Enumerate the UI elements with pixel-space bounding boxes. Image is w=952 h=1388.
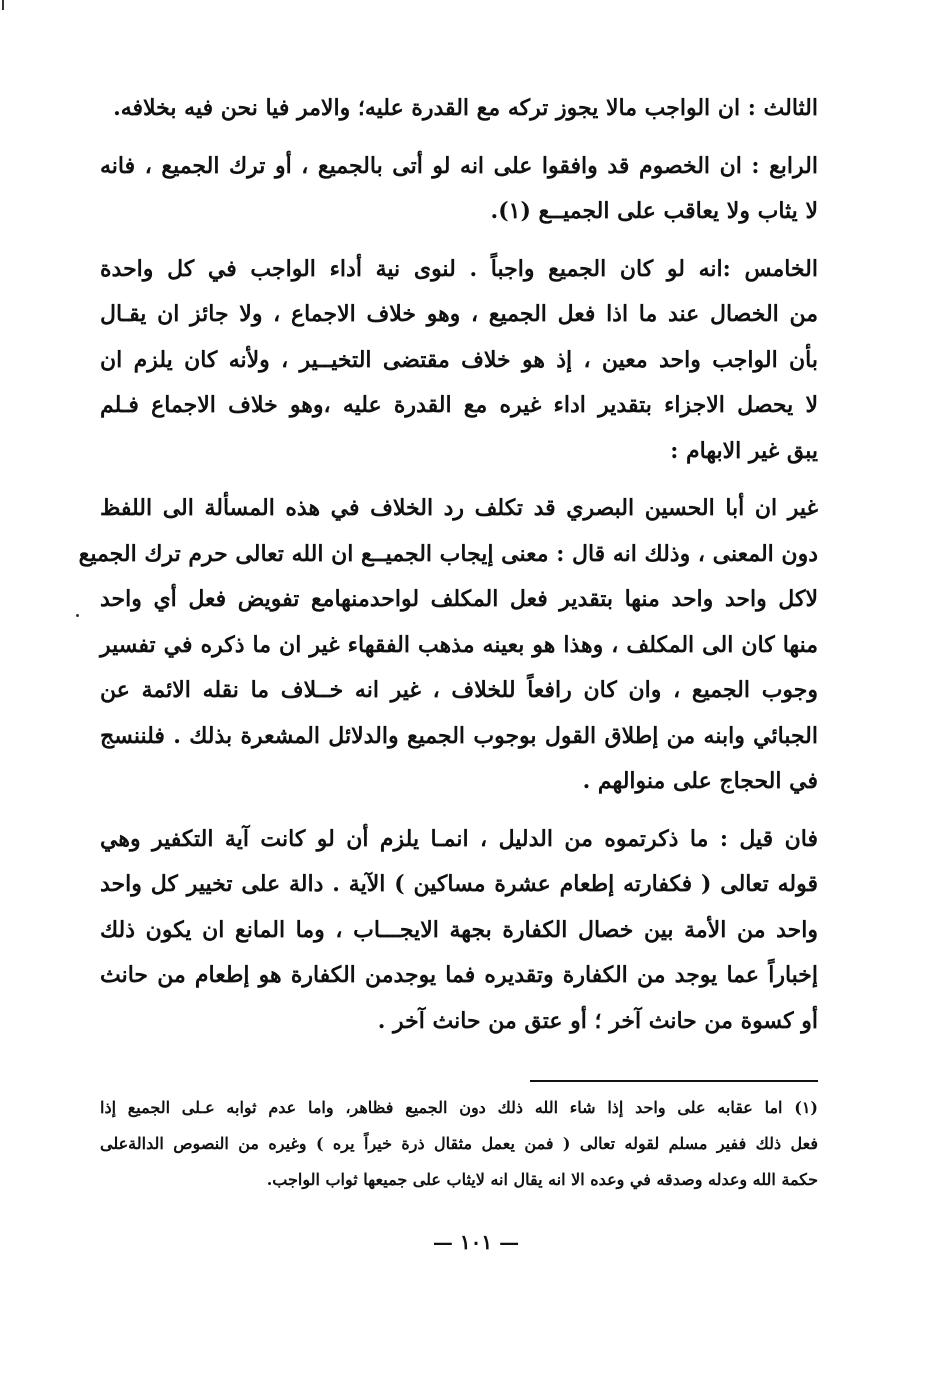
paragraph-4 xyxy=(78,486,819,805)
footnotes xyxy=(100,1090,818,1198)
text-line: قوله تعالى ( فكفارته إطعام عشرة مساكين ) الآية . دالة على تخيير كل واحد xyxy=(100,871,818,897)
text-line: الثالث : ان الواجب مالا يجوز تركه مع القدرة عليه؛ والامر فيا نحن فيه بخلافه. xyxy=(113,95,818,121)
text-line: الرابع : ان الخصوم قد وافقوا على انه لو أتى بالجميع ، أو ترك الجميع ، فانه xyxy=(100,152,818,179)
text-line: لا يثاب ولا يعاقب على الجميــع (١). xyxy=(490,198,818,224)
text-line: دون المعنى ، وذلك انه قال : معنى إيجاب الجميــع ان الله تعالى حرم ترك الجميع xyxy=(78,540,818,567)
text-line: يبق غير الابهام : xyxy=(670,437,818,464)
footnote-divider xyxy=(530,1080,818,1082)
page-edge-dot xyxy=(76,614,79,617)
text-line: واحد من الأمة بين خصال الكفارة بجهة الايجـــاب ، وما المانع ان يكون ذلك xyxy=(100,916,818,943)
footnote-line: (١) اما عقابه على واحد إذا شاء الله ذلك دون الجميع فظاهر، واما عدم ثوابه عـلى الجميع إذا xyxy=(100,1098,818,1117)
text-line: بأن الواجب واحد معين ، إذ هو خلاف مقتضى التخيــير ، ولأنه كان يلزم ان xyxy=(100,346,818,373)
text-line: في الحجاج على منوالهم . xyxy=(582,768,818,794)
text-line: وجوب الجميع ، وان كان رافعاً للخلاف ، غير انه خــلاف ما نقله الائمة عن xyxy=(100,677,818,703)
text-line: فان قيل : ما ذكرتموه من الدليل ، انمـا يلزم أن لو كانت آية التكفير وهي xyxy=(100,825,818,852)
paragraph-1 xyxy=(100,86,818,132)
text-line: غير ان أبا الحسين البصري قد تكلف رد الخلاف في هذه المسألة الى اللفظ xyxy=(100,495,818,521)
footnote-line: حكمة الله وعدله وصدقه في وعده الا انه يقال انه لايثاب على جميعها ثواب الواجب. xyxy=(266,1170,818,1189)
paragraph-5 xyxy=(100,817,818,1045)
text-line: الجبائي وابنه من إطلاق القول بوجوب الجميع والدلائل المشعرة بذلك . فلننسج xyxy=(100,722,818,749)
text-line: من الخصال عند ما اذا فعل الجميع ، وهو خلاف الاجماع ، ولا جائز ان يقـال xyxy=(100,301,818,327)
page-number: — ١٠١ — xyxy=(432,1230,520,1254)
footnote-line: فعل ذلك ففير مسلم لقوله تعالى ( فمن يعمل مثقال ذرة خيراً يره ) وغيره من النصوص الدالةعلى xyxy=(100,1134,819,1153)
paragraph-3 xyxy=(100,247,818,475)
main-text xyxy=(78,86,819,1056)
text-line: لاكل واحد واحد منها بتقدير فعل المكلف لواحدمنهامع تفويض فعل أي واحد xyxy=(100,586,818,612)
paragraph-2 xyxy=(100,144,818,235)
text-line: الخامس :انه لو كان الجميع واجباً . لنوى نية أداء الواجب في كل واحدة xyxy=(100,255,818,282)
text-line: منها كان الى المكلف ، وهذا هو بعينه مذهب الفقهاء غير ان ما ذكره في تفسير xyxy=(100,631,819,658)
text-line: إخباراً عما يوجد من الكفارة وتقديره فما يوجدمن الكفارة هو إطعام من حانث xyxy=(100,962,818,988)
text-line: أو كسوة من حانث آخر ؛ أو عتق من حانث آخر . xyxy=(377,1007,818,1034)
text-line: لا يحصل الاجزاء بتقدير اداء غيره مع القدرة عليه ،وهو خلاف الاجماع فـلم xyxy=(100,392,818,418)
page-corner-mark xyxy=(2,0,8,10)
